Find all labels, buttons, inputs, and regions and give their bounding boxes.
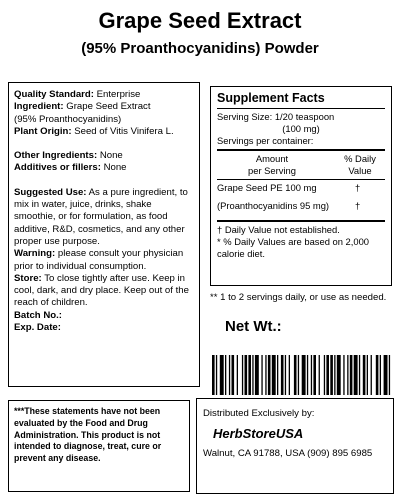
distributor-name: HerbStoreUSA xyxy=(213,426,304,441)
distributor-box xyxy=(196,398,394,494)
other-ingredients-value: None xyxy=(99,150,123,162)
product-subtitle: (95% Proanthocyanidins) Powder xyxy=(81,40,319,57)
quality-line xyxy=(14,89,195,101)
amount-header-1: Amount xyxy=(255,153,289,164)
servings-per-container: Servings per container: xyxy=(217,135,314,146)
serving-size: Serving Size: 1/20 teaspoon xyxy=(217,111,335,122)
facts-row-proanthocyanidins xyxy=(217,200,385,212)
product-info-box xyxy=(8,82,200,387)
storage xyxy=(14,273,195,310)
other-ingredients-label: Other Ingredients: xyxy=(14,150,98,162)
facts-title: Supplement Facts xyxy=(217,91,325,105)
facts-column-headers xyxy=(217,153,385,177)
barcode xyxy=(212,355,392,395)
serving-note: ** 1 to 2 servings daily, or use as needed. xyxy=(210,292,387,303)
supplement-facts-panel xyxy=(210,86,392,286)
product-title: Grape Seed Extract xyxy=(98,8,302,33)
batch-label: Batch No.: xyxy=(14,309,62,321)
facts-row-dv: † xyxy=(355,182,361,193)
warning-label: Warning: xyxy=(14,248,56,260)
distributor-address: Walnut, CA 91788, USA (909) 895 6985 xyxy=(203,448,373,459)
dv-header-1: % Daily xyxy=(344,153,376,164)
facts-row-name: Grape Seed PE 100 mg xyxy=(217,182,317,193)
storage-text: To close tightly after use. Keep in cool, dark, and dry place. Keep out of the reach of children. xyxy=(14,272,189,309)
origin-value: Seed of Vitis Vinifera L. xyxy=(74,125,174,137)
suggested-use-text: As a pure ingredient, to mix in water, juice, drinks, shake smoothie, or for formulation, as food additive, R&D, cosmetics, and any other proper use purpose. xyxy=(14,186,188,247)
suggested-use xyxy=(14,187,195,248)
additives-line xyxy=(14,162,195,174)
warning-text: please consult your physician prior to individual consumption. xyxy=(14,248,184,272)
ingredient-label: Ingredient: xyxy=(14,101,64,113)
quality-value: Enterprise xyxy=(96,89,141,100)
storage-label: Store: xyxy=(14,272,42,284)
suggested-use-label: Suggested Use: xyxy=(14,186,87,198)
fda-disclaimer: ***These statements have not been evaluated by the Food and Drug Administration. This product is not intended to diagnose, treat, cure or prevent any disease. xyxy=(8,400,190,492)
batch-number xyxy=(14,310,195,322)
ingredient-detail: (95% Proanthocyanidins) xyxy=(14,113,122,125)
distributor-line: Distributed Exclusively by: xyxy=(203,408,315,419)
warning xyxy=(14,248,195,273)
quality-label: Quality Standard: xyxy=(14,89,94,100)
net-weight: Net Wt.: xyxy=(225,318,282,335)
ingredient-value: Grape Seed Extract xyxy=(66,101,151,113)
facts-row-name: (Proanthocyanidins 95 mg) xyxy=(217,200,330,211)
origin-line xyxy=(14,126,195,138)
expiration-date xyxy=(14,322,195,334)
ingredient-line xyxy=(14,101,195,113)
facts-footnote-calorie: * % Daily Values are based on 2,000 calorie diet. xyxy=(217,236,370,259)
facts-footnote-dv: † Daily Value not established. xyxy=(217,224,340,235)
amount-header-2: per Serving xyxy=(248,165,296,176)
exp-label: Exp. Date: xyxy=(14,322,61,334)
facts-row-dv: † xyxy=(355,200,361,211)
facts-row-grape-seed xyxy=(217,182,385,194)
serving-mg: (100 mg) xyxy=(282,123,320,134)
other-ingredients-line xyxy=(14,150,195,162)
origin-label: Plant Origin: xyxy=(14,125,72,137)
additives-label: Additives or fillers: xyxy=(14,162,101,174)
dv-header-2: Value xyxy=(348,165,372,176)
additives-value: None xyxy=(103,162,127,174)
